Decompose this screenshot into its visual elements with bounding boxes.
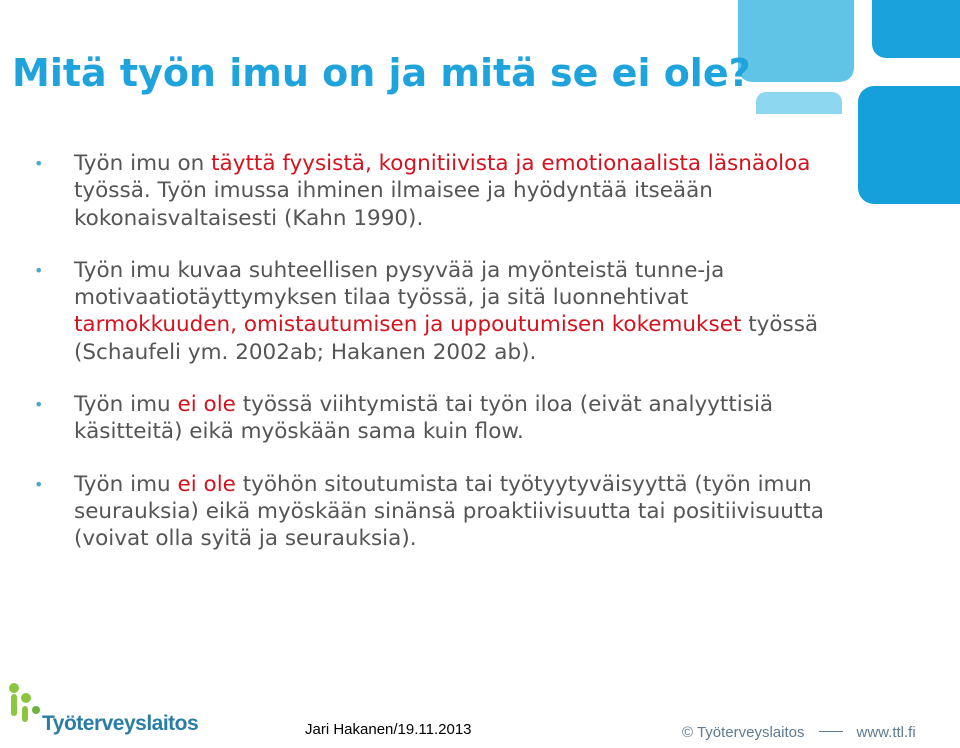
decor-square-large bbox=[858, 86, 960, 204]
bullet-item bbox=[34, 471, 824, 553]
footer-copyright: © Työterveyslaitos bbox=[682, 724, 805, 741]
slide-title: Mitä työn imu on ja mitä se ei ole? bbox=[12, 51, 751, 95]
bullet-item bbox=[34, 257, 824, 366]
bullet-list bbox=[34, 150, 824, 553]
bullet-text-part: työssä viihtymistä tai työn iloa (eivät analyyttisiä käsitteitä) eikä myöskään sama kuin flow. bbox=[74, 392, 774, 445]
footer-separator bbox=[819, 731, 843, 732]
bullet-text-part: Työn imu on bbox=[74, 151, 212, 176]
bullet-text-part: Työn imu kuvaa suhteellisen pysyvää ja myönteistä tunne-ja motivaatiotäyttymyksen tilaa työssä, ja sitä luonnehtivat bbox=[74, 257, 725, 311]
bullet-dot-icon: • bbox=[34, 154, 44, 173]
decor-square-blue bbox=[872, 0, 960, 58]
decor-square-light bbox=[738, 0, 854, 82]
footer-url[interactable]: www.ttl.fi bbox=[856, 724, 916, 741]
bullet-text-part: Työn imu bbox=[74, 471, 178, 497]
footer-copyright-area bbox=[682, 724, 916, 741]
bullet-dot-icon: • bbox=[34, 474, 44, 494]
logo-text: Työterveyslaitos bbox=[42, 712, 199, 735]
bullet-text-part: Työn imu bbox=[74, 392, 178, 418]
bullet-text-part: työssä (Schaufeli ym. 2002ab; Hakanen 2002 ab). bbox=[74, 312, 819, 365]
bullet-text-part: työhön sitoutumista tai työtyytyväisyyttä (työn imun seurauksia) eikä myöskään sinänsä proaktiivisuutta tai positiivisuutta (voivat olla syitä ja seurauksia). bbox=[74, 471, 824, 552]
bullet-dot-icon: • bbox=[34, 395, 44, 415]
bullet-dot-icon: • bbox=[34, 260, 44, 280]
company-logo bbox=[4, 680, 199, 744]
bullet-highlight: ei ole bbox=[177, 392, 236, 418]
bullet-item bbox=[34, 391, 824, 446]
decor-square-pale bbox=[756, 92, 842, 114]
bullet-highlight: tarmokkuuden, omistautumisen ja uppoutumisen kokemukset bbox=[74, 312, 742, 338]
footer-author-date: Jari Hakanen/19.11.2013 bbox=[305, 721, 472, 738]
bullet-highlight: täyttä fyysistä, kognitiivista ja emotionaalista läsnäoloa bbox=[211, 151, 811, 176]
bullet-item bbox=[34, 150, 824, 232]
bullet-highlight: ei ole bbox=[177, 471, 236, 497]
bullet-text-part: työssä. Työn imussa ihminen ilmaisee ja hyödyntää itseään kokonaisvaltaisesti (Kahn 1990). bbox=[74, 178, 713, 231]
